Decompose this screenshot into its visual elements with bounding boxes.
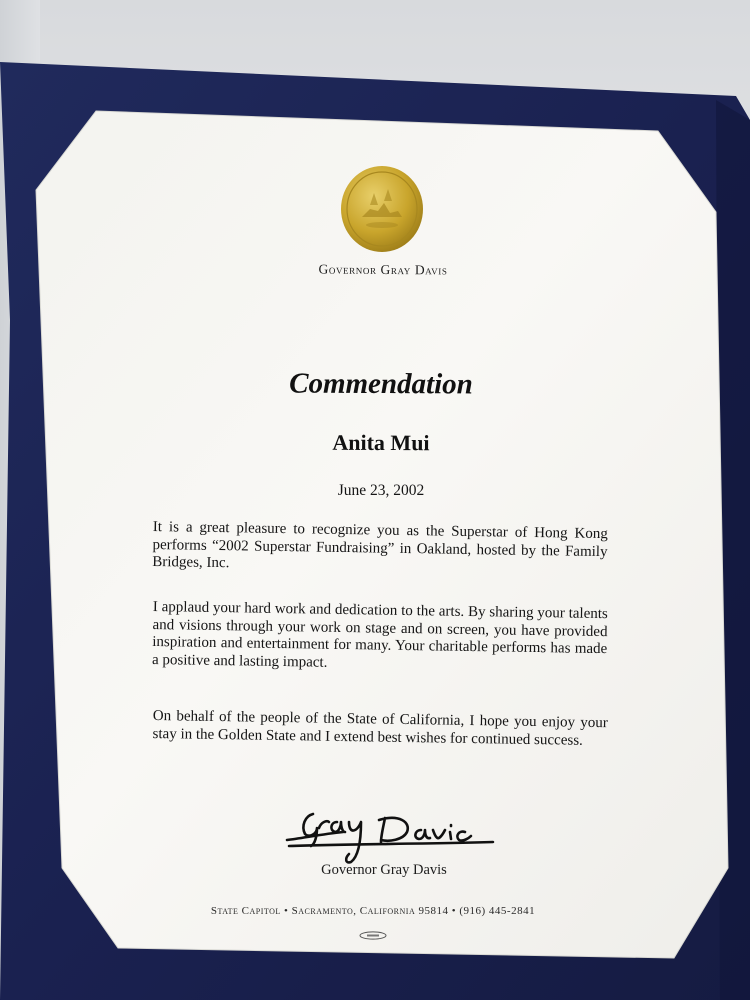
handwritten-signature xyxy=(283,808,498,866)
signer-name: Governor Gray Davis xyxy=(321,862,447,878)
footer-address: State Capitol • Sacramento, California 95814 • (916) 445-2841 xyxy=(210,905,536,917)
recipient-name: Anita Mui xyxy=(332,429,430,456)
body-paragraph: On behalf of the people of the State of California, I hope you enjoy your stay in the Golden State and I extend best wishes for continued success. xyxy=(152,708,608,749)
state-seal-icon xyxy=(340,165,424,253)
document-date: June 23, 2002 xyxy=(337,482,425,499)
office-heading: Governor Gray Davis xyxy=(318,261,448,278)
body-paragraph: I applaud your hard work and dedication to the arts. By sharing your talents and visions through your work on stage and on screen, you have provided inspiration and entertainment for many. Your charitable performs has made a positive and lasting impact. xyxy=(151,599,608,671)
union-bug-icon xyxy=(358,927,388,936)
body-paragraph: It is a great pleasure to recognize you as the Superstar of Hong Kong performs “2002 Superstar Fundraising” in Oakland, hosted by the Family Bridges, Inc. xyxy=(152,519,608,572)
document-title: Commendation xyxy=(289,367,473,401)
